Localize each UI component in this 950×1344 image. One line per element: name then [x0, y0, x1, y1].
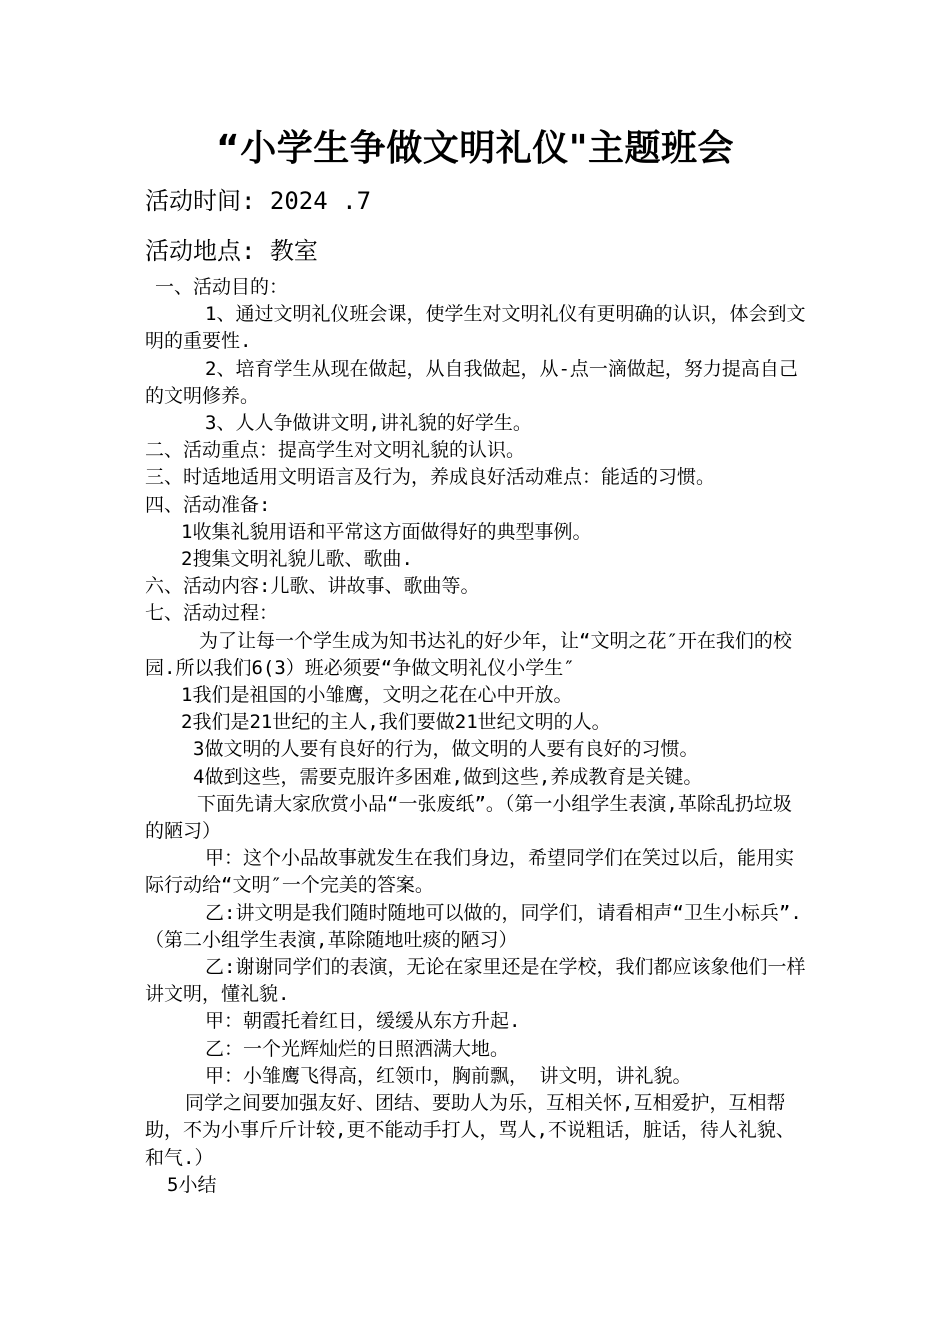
- dialogue-yi-3: 乙：一个光辉灿烂的日照洒满大地。: [205, 1037, 510, 1060]
- section-heading-preparation: 四、活动准备:: [145, 493, 271, 516]
- summary-heading: 5小结: [167, 1173, 217, 1196]
- preparation-item-1: 1收集礼貌用语和平常这方面做得好的典型事例。: [181, 520, 592, 543]
- goal-item-1: 1、通过文明礼仪班会课，使学生对文明礼仪有更明确的认识，体会到文明的重要性.: [145, 303, 806, 353]
- process-item-4: 4做到这些，需要克服许多困难,做到这些,养成教育是关键。: [193, 765, 703, 788]
- process-item-1: 1我们是祖国的小雏鹰，文明之花在心中开放。: [181, 684, 573, 707]
- section-heading-goals: 一、活动目的：: [155, 276, 289, 298]
- section-heading-process: 七、活动过程：: [145, 602, 279, 625]
- dialogue-jia-2: 甲：朝霞托着红日，缓缓从东方升起.: [205, 1010, 521, 1033]
- process-item-3: 3做文明的人要有良好的行为，做文明的人要有良好的习惯。: [193, 738, 699, 761]
- process-item-2: 2我们是21世纪的主人,我们要做21世纪文明的人。: [181, 711, 611, 734]
- goal-item-3: 3、人人争做讲文明,讲礼貌的好学生。: [205, 412, 532, 435]
- document-body: [145, 274, 810, 1199]
- section-heading-focus: 二、活动重点：提高学生对文明礼貌的认识。: [145, 439, 526, 462]
- section-heading-difficulty: 三、时适地适用文明语言及行为，养成良好活动难点：能适的习惯。: [145, 466, 716, 489]
- goal-item-2: 2、培育学生从现在做起，从自我做起，从-点一滴做起，努力提高自己的文明修养。: [145, 357, 798, 407]
- dialogue-jia-3: 甲：小雏鹰飞得高，红领巾，胸前飘， 讲文明，讲礼貌。: [205, 1064, 692, 1087]
- dialogue-jia-1: 甲：这个小品故事就发生在我们身边，希望同学们在笑过以后，能用实际行动给“文明″一个完美的答案。: [145, 847, 795, 897]
- preparation-item-2: 2搜集文明礼貌儿歌、歌曲.: [181, 548, 413, 571]
- dialogue-yi-2: 乙:谢谢同学们的表演，无论在家里还是在学校，我们都应该象他们一样讲文明，懂礼貌.: [145, 956, 806, 1006]
- section-heading-content: 六、活动内容:儿歌、讲故事、歌曲等。: [145, 575, 480, 598]
- activity-time: 活动时间: 2024 .7: [145, 187, 372, 215]
- closing-paragraph: 同学之间要加强友好、团结、要助人为乐，互相关怀,互相爱护，互相帮助，不为小事斤斤计较,更不能动手打人，骂人,不说粗话，脏话，待人礼貌、和气.）: [145, 1092, 795, 1169]
- document-title: “小学生争做文明礼仪"主题班会: [216, 128, 734, 169]
- process-intro: 为了让每一个学生成为知书达礼的好少年，让“文明之花″开在我们的校园.所以我们6(3）班必须要“争做文明礼仪小学生″: [145, 629, 792, 679]
- activity-place: 活动地点: 教室: [145, 237, 318, 265]
- dialogue-yi-1: 乙:讲文明是我们随时随地可以做的，同学们，请看相声“卫生小标兵”.（第二小组学生表演,革除随地吐痰的陋习）: [145, 901, 802, 951]
- skit-intro: 下面先请大家欣赏小品“一张废纸”。（第一小组学生表演,革除乱扔垃圾的陋习）: [145, 792, 792, 843]
